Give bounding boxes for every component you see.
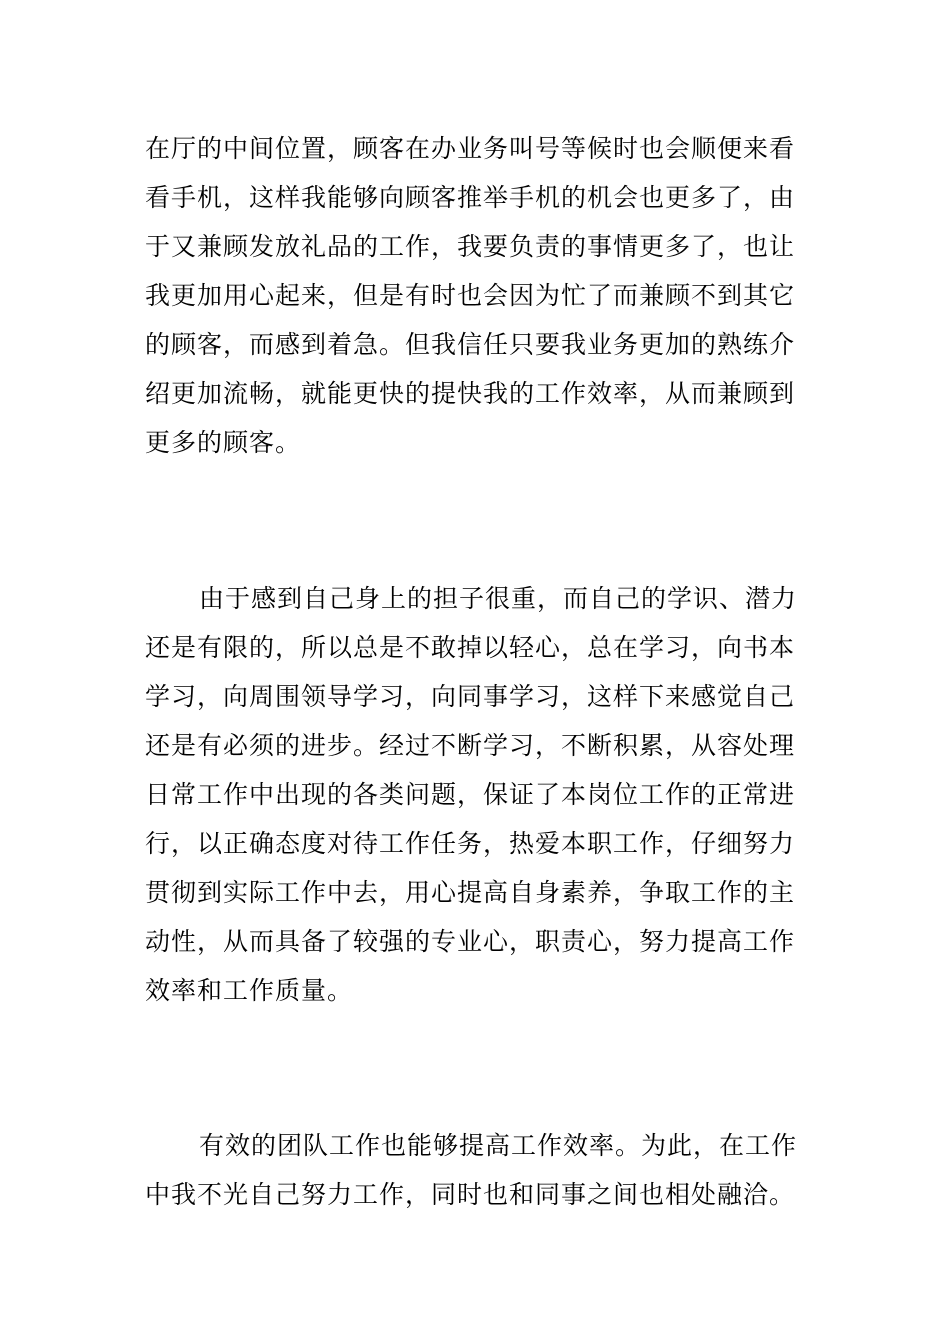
- text-line: 中我不光自己努力工作，同时也和同事之间也相处融洽。: [145, 1180, 796, 1209]
- text-line: 还是有必须的进步。经过不断学习，不断积累，从容处理: [145, 731, 796, 760]
- text-line: 学习，向周围领导学习，向同事学习，这样下来感觉自己: [145, 682, 796, 711]
- text-line: 贯彻到实际工作中去，用心提高自身素养，争取工作的主: [145, 878, 796, 907]
- text-line: 动性，从而具备了较强的专业心，职责心，努力提高工作: [145, 927, 796, 956]
- text-line: 的顾客，而感到着急。但我信任只要我业务更加的熟练介: [145, 330, 796, 359]
- text-line: 在厅的中间位置，顾客在办业务叫号等候时也会顺便来看: [145, 134, 796, 163]
- text-line-indented: 有效的团队工作也能够提高工作效率。为此，在工作: [199, 1131, 798, 1160]
- text-line: 我更加用心起来，但是有时也会因为忙了而兼顾不到其它: [145, 281, 796, 310]
- text-line: 于又兼顾发放礼品的工作，我要负责的事情更多了，也让: [145, 232, 796, 261]
- text-line: 还是有限的，所以总是不敢掉以轻心，总在学习，向书本: [145, 633, 796, 662]
- paragraph-2: [145, 574, 815, 1015]
- text-line: 日常工作中出现的各类问题，保证了本岗位工作的正常进: [145, 780, 796, 809]
- text-line: 绍更加流畅，就能更快的提快我的工作效率，从而兼顾到: [145, 379, 796, 408]
- text-line: 看手机，这样我能够向顾客推举手机的机会也更多了，由: [145, 183, 796, 212]
- text-line: 行，以正确态度对待工作任务，热爱本职工作，仔细努力: [145, 829, 796, 858]
- text-line-indented: 由于感到自己身上的担子很重，而自己的学识、潜力: [199, 584, 798, 613]
- paragraph-3: [145, 1121, 815, 1219]
- text-line: 更多的顾客。: [145, 428, 302, 457]
- paragraph-1: [145, 124, 815, 467]
- text-line: 效率和工作质量。: [145, 976, 354, 1005]
